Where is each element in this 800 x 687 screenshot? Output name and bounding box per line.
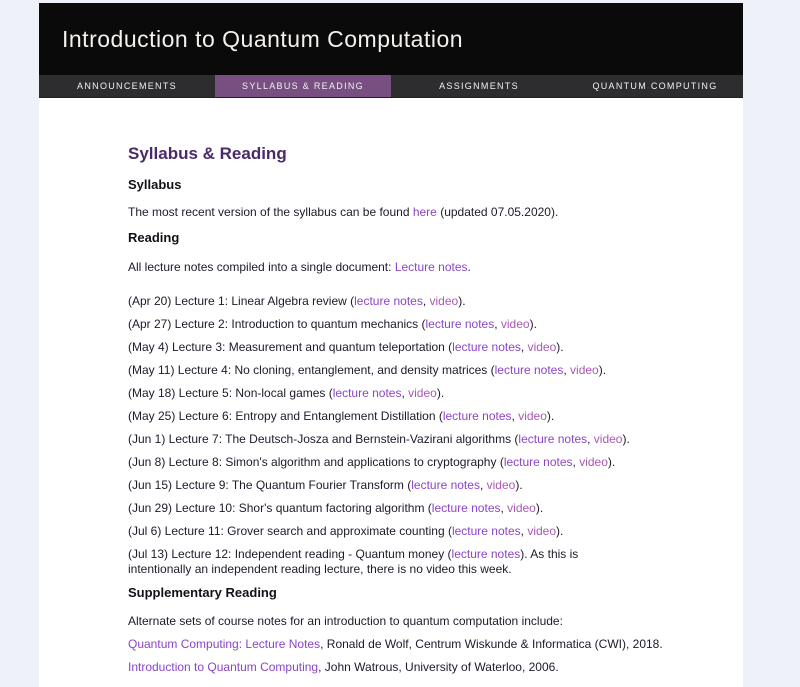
page-title: Syllabus & Reading — [128, 144, 287, 163]
compiled-text-before: All lecture notes compiled into a single document: — [128, 260, 395, 274]
nav-tab-assignments[interactable]: ASSIGNMENTS — [439, 81, 519, 91]
content-area — [39, 98, 743, 687]
lecture-notes-link[interactable]: lecture notes — [431, 501, 501, 515]
syllabus-heading: Syllabus — [128, 177, 182, 192]
lecture-video-link[interactable]: video — [507, 501, 536, 515]
reference-list — [128, 637, 703, 675]
lecture-video-link[interactable]: video — [570, 363, 599, 377]
syllabus-text-before: The most recent version of the syllabus can be found — [128, 205, 413, 219]
lecture-text: (May 4) Lecture 3: Measurement and quantum teleportation ( — [128, 340, 453, 354]
lecture-notes-link[interactable]: lecture notes — [425, 317, 495, 331]
lecture-text: (Apr 20) Lecture 1: Linear Algebra review ( — [128, 294, 355, 308]
nav-tab-announcements[interactable]: ANNOUNCEMENTS — [77, 81, 177, 91]
lecture-item: (Jul 6) Lecture 11: Grover search and approximate counting (lecture notes, video). — [128, 524, 564, 538]
lecture-video-link[interactable]: video — [593, 432, 623, 446]
reference-item — [128, 637, 703, 652]
nav-tab-syllabus-reading[interactable]: SYLLABUS & READING — [215, 75, 391, 97]
reference-item — [128, 660, 703, 675]
supplementary-heading: Supplementary Reading — [128, 585, 277, 600]
lecture-video-link[interactable]: video — [500, 317, 530, 331]
lecture-item: (Jun 29) Lecture 10: Shor's quantum factoring algorithm (lecture notes, video). — [128, 501, 544, 515]
syllabus-paragraph — [128, 205, 703, 220]
lecture-text: (Jul 6) Lecture 11: Grover search and approximate counting ( — [128, 524, 452, 538]
lecture-notes-link[interactable]: lecture notes — [503, 455, 573, 469]
lecture-video-link[interactable]: video — [408, 386, 437, 400]
reading-heading: Reading — [128, 230, 180, 245]
lecture-text: (Jun 1) Lecture 7: The Deutsch-Josza and Bernstein-Vazirani algorithms ( — [128, 432, 519, 446]
lecture-text: (Jun 15) Lecture 9: The Quantum Fourier Transform ( — [128, 478, 412, 492]
lecture-text: (May 11) Lecture 4: No cloning, entanglement, and density matrices ( — [128, 363, 495, 377]
lecture-item: (May 11) Lecture 4: No cloning, entanglement, and density matrices (lecture notes, video). — [128, 363, 607, 377]
lecture-video-link[interactable]: video — [527, 340, 557, 354]
lecture-notes-link[interactable]: lecture notes — [411, 478, 480, 492]
lecture-notes-link[interactable]: lecture notes — [494, 363, 564, 377]
site-title: Introduction to Quantum Computation — [62, 25, 464, 52]
lecture-text: (Jun 8) Lecture 8: Simon's algorithm and applications to cryptography ( — [128, 455, 504, 469]
lecture-text: (Jul 13) Lecture 12: Independent reading - Quantum money ( — [128, 547, 452, 561]
reference-link[interactable]: Quantum Computing: Lecture Notes — [128, 637, 321, 651]
lecture-item: (Jun 15) Lecture 9: The Quantum Fourier Transform (lecture notes, video). — [128, 478, 523, 492]
compiled-notes-paragraph — [128, 260, 703, 275]
lecture-item: (May 25) Lecture 6: Entropy and Entanglement Distillation (lecture notes, video). — [128, 409, 555, 423]
lecture-item: (May 4) Lecture 3: Measurement and quantum teleportation (lecture notes, video). — [128, 340, 564, 354]
lecture-video-link[interactable]: video — [486, 478, 516, 492]
lecture-notes-link[interactable]: lecture notes — [451, 547, 521, 561]
site-header — [39, 3, 743, 75]
lecture-notes-link[interactable]: lecture notes — [452, 340, 521, 354]
lecture-item: (Jun 1) Lecture 7: The Deutsch-Josza and Bernstein-Vazirani algorithms (lecture notes, video). — [128, 432, 630, 446]
syllabus-text-after: (updated 07.05.2020). — [436, 205, 559, 219]
reference-link[interactable]: Introduction to Quantum Computing — [128, 660, 319, 674]
lecture-item: (Jun 8) Lecture 8: Simon's algorithm and applications to cryptography (lecture notes, video). — [128, 455, 616, 469]
lecture-text: (May 25) Lecture 6: Entropy and Entanglement Distillation ( — [128, 409, 443, 423]
lecture-item: (Apr 27) Lecture 2: Introduction to quantum mechanics (lecture notes, video). — [128, 317, 537, 331]
site-container — [39, 3, 743, 687]
lecture-notes-link[interactable]: lecture notes — [518, 432, 588, 446]
nav-tab-quantum-computing[interactable]: QUANTUM COMPUTING — [592, 81, 718, 91]
lecture-list — [128, 294, 703, 577]
lecture-text: (Apr 27) Lecture 2: Introduction to quantum mechanics ( — [128, 317, 426, 331]
lecture-text: (Jun 29) Lecture 10: Shor's quantum factoring algorithm ( — [128, 501, 432, 515]
lecture-notes-link[interactable]: lecture notes — [451, 524, 521, 538]
compiled-text-after: . — [467, 260, 471, 274]
main-nav — [39, 75, 743, 98]
lecture-item: (May 18) Lecture 5: Non-local games (lecture notes, video). — [128, 386, 445, 400]
lecture-text: (May 18) Lecture 5: Non-local games ( — [128, 386, 333, 400]
lecture-video-link[interactable]: video — [527, 524, 557, 538]
compiled-lecture-notes-link[interactable]: Lecture notes — [394, 260, 468, 274]
lecture-notes-link[interactable]: lecture notes — [442, 409, 512, 423]
lecture-notes-link[interactable]: lecture notes — [354, 294, 423, 308]
syllabus-here-link[interactable]: here — [412, 205, 437, 219]
lecture-video-link[interactable]: video — [579, 455, 608, 469]
lecture-item: (Apr 20) Lecture 1: Linear Algebra review (lecture notes, video). — [128, 294, 466, 308]
reference-citation: , John Watrous, University of Waterloo, 2006. — [318, 660, 559, 674]
lecture-video-link[interactable]: video — [518, 409, 547, 423]
supplementary-intro: Alternate sets of course notes for an introduction to quantum computation include: — [128, 614, 563, 628]
lecture-video-link[interactable]: video — [429, 294, 459, 308]
lecture-notes-link[interactable]: lecture notes — [332, 386, 402, 400]
reference-citation: , Ronald de Wolf, Centrum Wiskunde & Informatica (CWI), 2018. — [320, 637, 663, 651]
lecture-item: (Jul 13) Lecture 12: Independent reading - Quantum money (lecture notes). As this is intentionally an independent reading lecture, there is no video this week. — [128, 547, 579, 576]
lecture-note-text: As this is intentionally an independent reading lecture, there is no video this week. — [128, 547, 579, 576]
